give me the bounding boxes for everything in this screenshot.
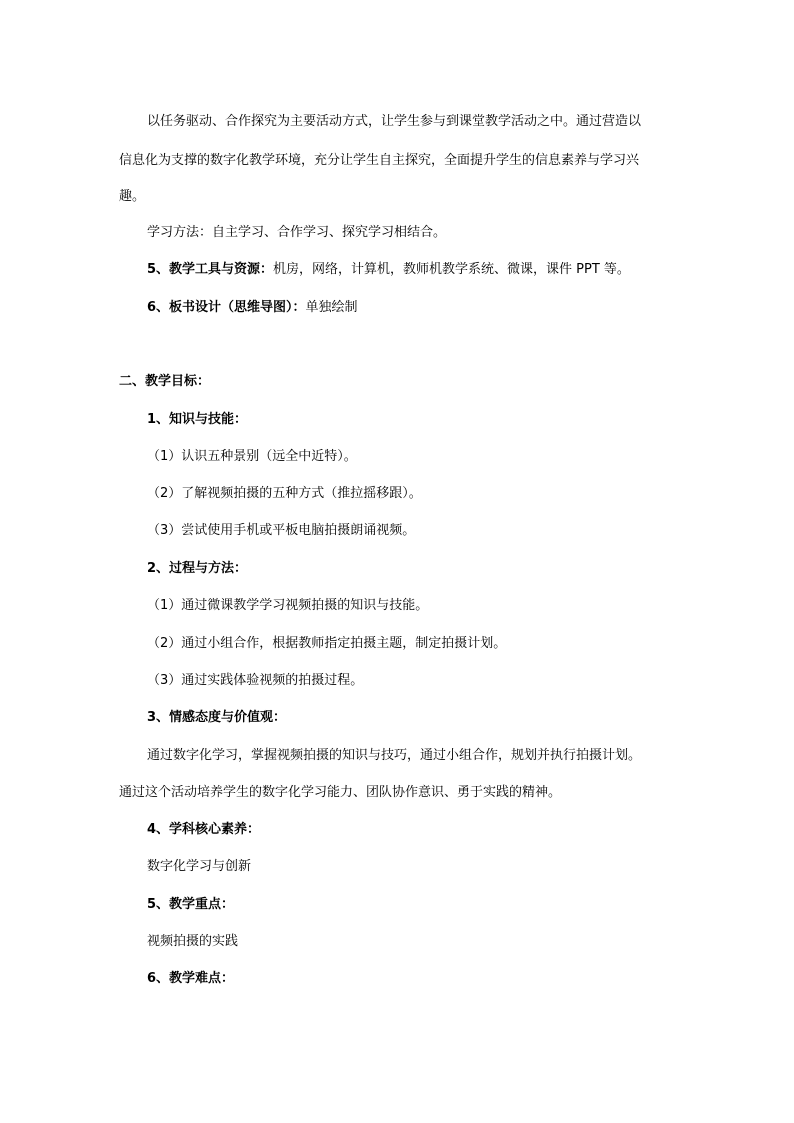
goal-1-item-2: （2）了解视频拍摄的五种方式（推拉摇移跟）。 — [147, 486, 422, 501]
goal-5-title: 5、教学重点： — [147, 897, 235, 912]
goal-1-title: 1、知识与技能： — [147, 412, 248, 427]
board-design-text: 单独绘制 — [305, 300, 358, 315]
teaching-tools-label: 5、教学工具与资源： — [147, 262, 274, 277]
goal-3-line-1: 通过数字化学习，掌握视频拍摄的知识与技巧，通过小组合作，规划并执行拍摄计划。 — [147, 748, 642, 763]
teaching-tools-row — [147, 262, 630, 278]
goal-2-item-3: （3）通过实践体验视频的拍摄过程。 — [147, 673, 364, 688]
goal-5-text: 视频拍摄的实践 — [147, 934, 239, 949]
goal-2-item-2: （2）通过小组合作，根据教师指定拍摄主题，制定拍摄计划。 — [147, 636, 507, 651]
board-design-label: 6、板书设计（思维导图）： — [147, 300, 306, 315]
goal-4-text: 数字化学习与创新 — [147, 859, 252, 874]
goal-3-line-2: 通过这个活动培养学生的数字化学习能力、团队协作意识、勇于实践的精神。 — [119, 785, 562, 800]
goal-2-title: 2、过程与方法： — [147, 561, 248, 576]
goal-4-title: 4、学科核心素养： — [147, 822, 261, 837]
teaching-tools-text: 机房，网络，计算机，教师机教学系统、微课，课件 PPT 等。 — [273, 262, 630, 277]
intro-paragraph-line-3: 趣。 — [119, 189, 146, 204]
goal-1-item-1: （1）认识五种景别（远全中近特）。 — [147, 449, 357, 464]
goal-6-title: 6、教学难点： — [147, 971, 235, 986]
board-design-row — [147, 300, 358, 316]
intro-paragraph-line-1: 以任务驱动、合作探究为主要活动方式，让学生参与到课堂教学活动之中。通过营造以 — [147, 114, 642, 129]
intro-paragraph-line-2: 信息化为支撑的数字化教学环境，充分让学生自主探究，全面提升学生的信息素养与学习兴 — [119, 153, 640, 168]
learning-method-text: 学习方法：自主学习、合作学习、探究学习相结合。 — [147, 225, 447, 240]
goal-2-item-1: （1）通过微课教学学习视频拍摄的知识与技能。 — [147, 598, 429, 613]
goal-3-title: 3、情感态度与价值观： — [147, 710, 287, 725]
goal-1-item-3: （3）尝试使用手机或平板电脑拍摄朗诵视频。 — [147, 523, 416, 538]
section-2-title: 二、教学目标： — [119, 374, 211, 389]
